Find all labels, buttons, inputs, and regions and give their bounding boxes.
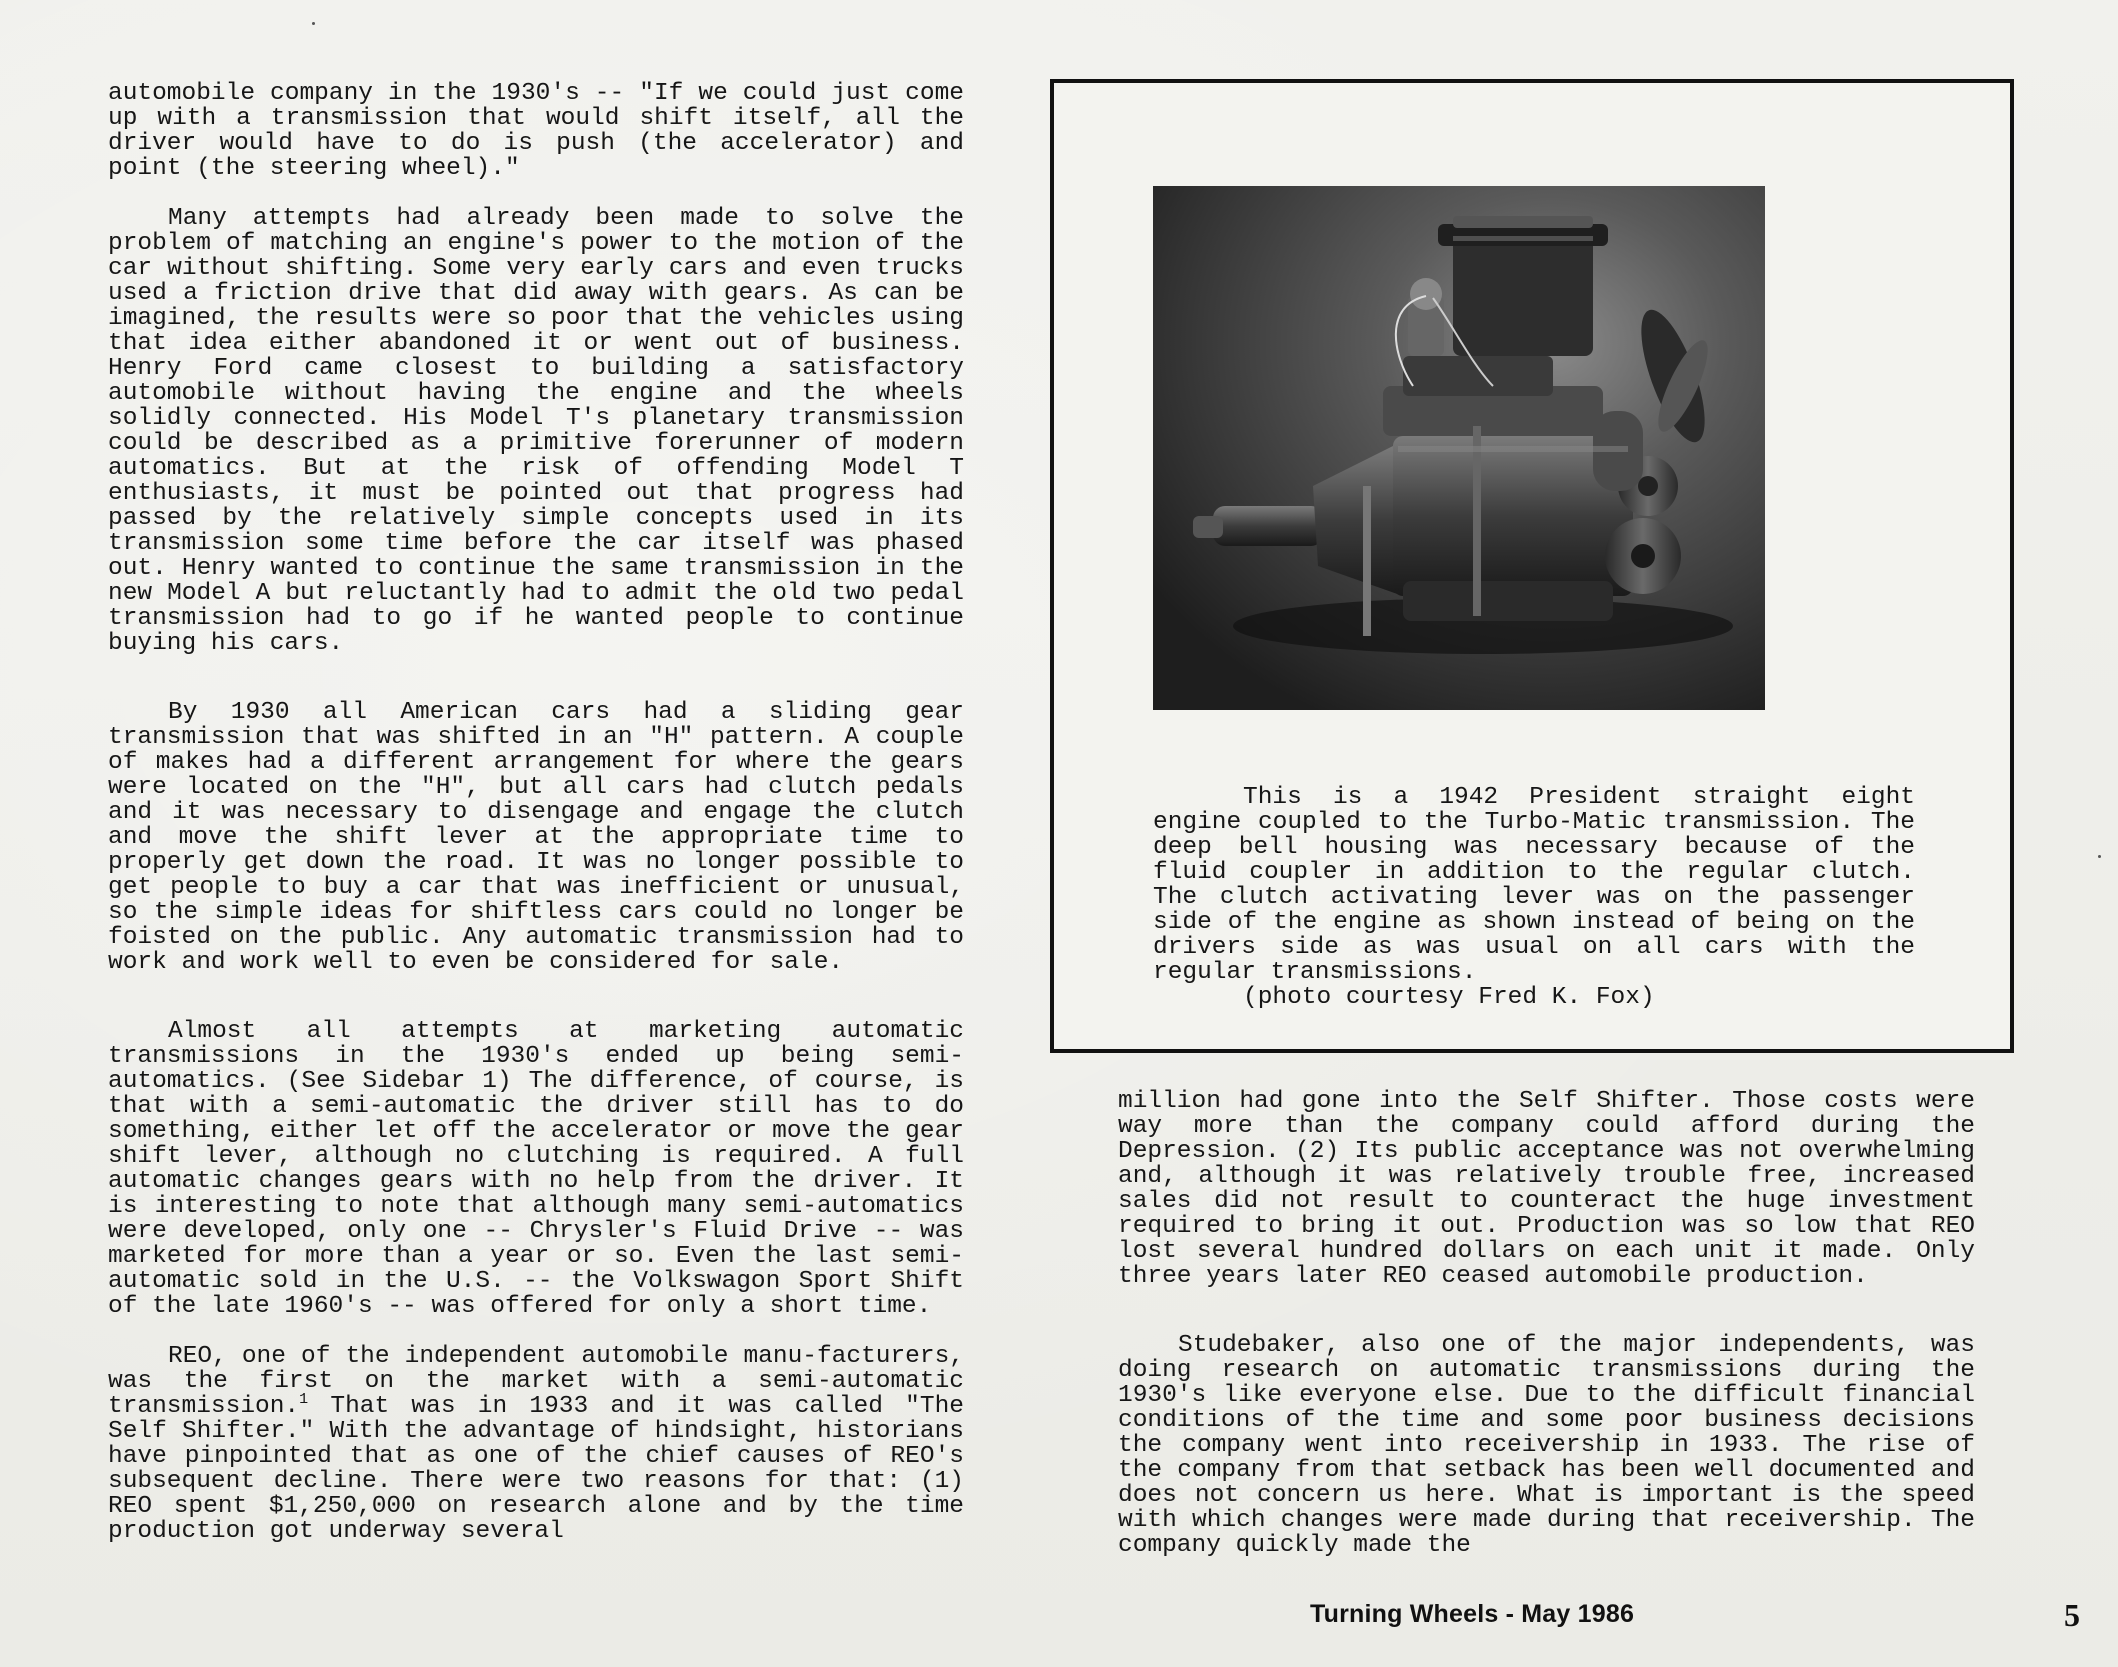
- right-text-column: [1118, 1089, 1975, 1583]
- left-paragraph-5-end: That was in 1933 and it was called "The Self Shifter." With the advantage of hindsight, historians have pinpointed that as one of the chief causes of REO's subsequent decline. There were two reasons for that: (1) REO spent $1,250,000 on research alone and by the time production got underway several: [108, 1393, 964, 1545]
- left-paragraph-2: Many attempts had already been made to solve the problem of matching an engine's power to the motion of the car without shifting. Some very early cars and even trucks used a friction drive that did away with gears. As can be imagined, the results were so poor that the vehicles using that idea either abandoned it or went out of business. Henry Ford came closest to building a satisfactory automobile without having the engine and the wheels solidly connected. His Model T's planetary transmission could be described as a primitive forerunner of modern automatics. But at the risk of offending Model T enthusiasts, it must be pointed out that progress had passed by the relatively simple concepts used in its transmission some time before the car itself was phased out. Henry wanted to continue the same transmission in the new Model A but reluctantly had to admit the old two pedal transmission had to go if he wanted people to continue buying his cars.: [108, 205, 964, 657]
- photo-credit: (photo courtesy Fred K. Fox): [1243, 984, 1655, 1011]
- left-paragraph-5-start: REO, one of the independent automobile manu-facturers, was the first on the market with a semi-automatic transmission.: [108, 1343, 964, 1420]
- engine-illustration: [1153, 186, 1765, 710]
- left-paragraph-4: Almost all attempts at marketing automatic transmissions in the 1930's ended up being semi-automatics. (See Sidebar 1) The difference, of course, is that with a semi-automatic the driver still has to do something, either let off the accelerator or move the gear shift lever, although no clutching is required. A full automatic changes gears with no help from the driver. It is interesting to note that although many semi-automatics were developed, only one -- Chrysler's Fluid Drive -- was marketed for more than a year or so. Even the last semi-automatic sold in the U.S. -- the Volkswagon Sport Shift of the late 1960's -- was offered for only a short time.: [108, 1018, 964, 1320]
- left-paragraph-5: [108, 1344, 964, 1544]
- left-paragraph-1: automobile company in the 1930's -- "If we could just come up with a transmission that would shift itself, all the driver would have to do is push (the accelerator) and point (the steering wheel).": [108, 80, 964, 182]
- right-paragraph-2: Studebaker, also one of the major independents, was doing research on automatic transmissions during the 1930's like everyone else. Due to the difficult financial conditions of the time and some poor business decisions the company went into receivership in 1933. The rise of the company from that setback has been well documented and does not concern us here. What is important is the speed with which changes were made during that receivership. The company quickly made the: [1118, 1332, 1975, 1559]
- footnote-marker: 1: [299, 1390, 309, 1408]
- paper-speck: [2098, 855, 2101, 858]
- page-number: 5: [2064, 1597, 2080, 1633]
- publication-footer: Turning Wheels - May 1986: [1310, 1600, 1635, 1628]
- left-paragraph-3: By 1930 all American cars had a sliding gear transmission that was shifted in an "H" pattern. A couple of makes had a different arrangement for where the gears were located on the "H", but all cars had clutch pedals and it was necessary to disengage and engage the clutch and move the shift lever at the appropriate time to properly get down the road. It was no longer possible to get people to buy a car that was inefficient or unusual, so the simple ideas for shiftless cars could no longer be foisted on the public. Any automatic transmission had to work and work well to even be considered for sale.: [108, 699, 964, 976]
- left-text-column: [108, 81, 964, 1569]
- caption-text: This is a 1942 President straight eight engine coupled to the Turbo-Matic transmission. The deep bell housing was necessary because of the fluid coupler in addition to the regular clutch. The clutch activating lever was on the passenger side of the engine as shown instead of being on the drivers side as was usual on all cars with the regular transmissions.: [1153, 784, 1915, 986]
- photo-caption: [1153, 785, 1915, 1010]
- engine-photo: [1153, 186, 1765, 710]
- paper-speck: [312, 22, 315, 25]
- right-paragraph-1: million had gone into the Self Shifter. Those costs were way more than the company could afford during the Depression. (2) Its public acceptance was not overwhelming and, although it was relatively trouble free, increased sales did not result to counteract the huge investment required to bring it out. Production was so low that REO lost several hundred dollars on each unit it made. Only three years later REO ceased automobile production.: [1118, 1088, 1975, 1290]
- photo-frame: [1050, 79, 2014, 1053]
